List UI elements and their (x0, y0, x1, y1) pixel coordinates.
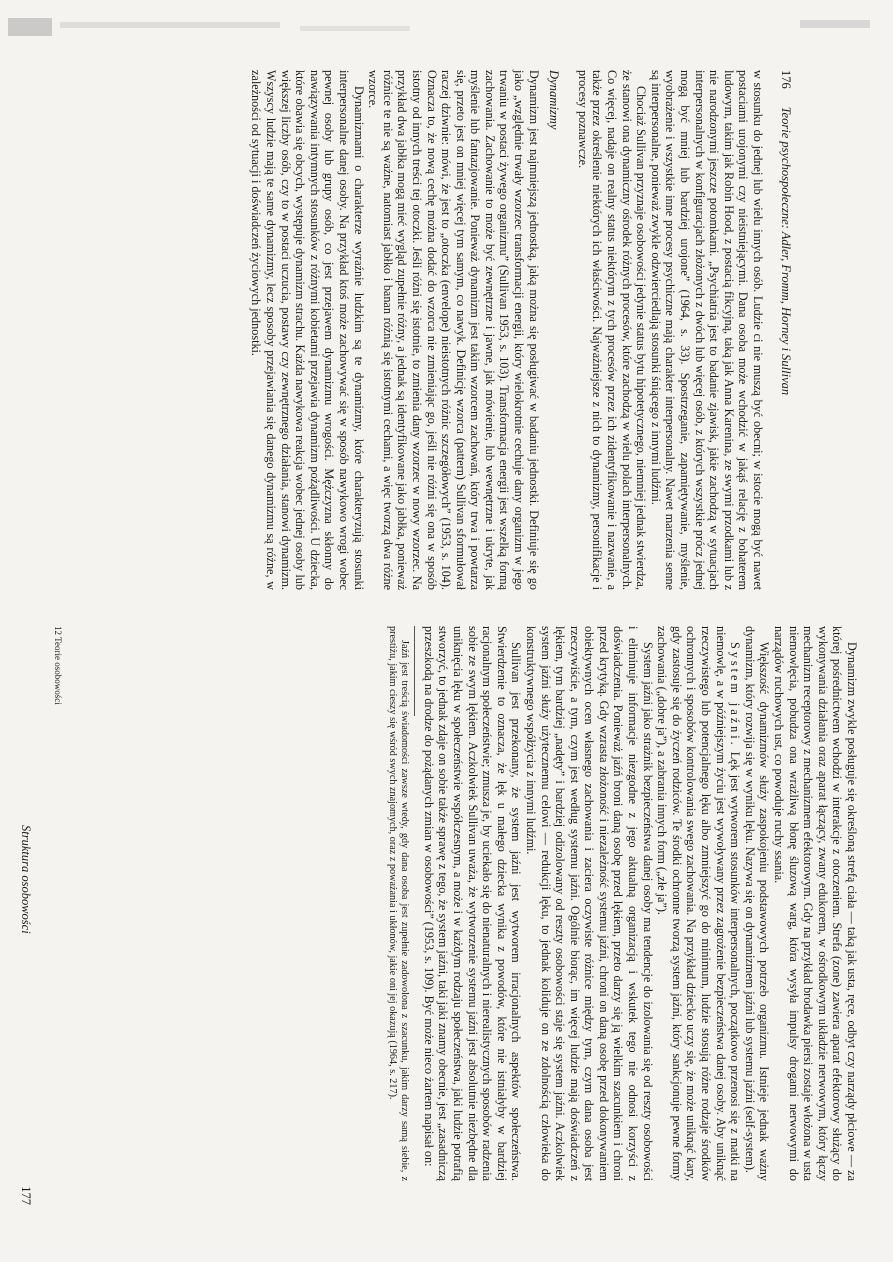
running-head-right (18, 825, 33, 1205)
paragraph: Dynamizmami o charakterze wyraźnie ludzkim są te dynamizmy, które charakteryzują stosunki interpersonalne danej osoby. Na przykład ktoś może zachowywać się w sposób nawykowo wrogi wobec pewnej osoby lub grupy osób, co jest przejawem dynamizmu wrogości. Mężczyzna skłonny do nawiązywania intymnych stosunków z różnymi kobietami przejawia dynamizm pożądliwości. U dziecka, które obawia się obcych, występuje dynamizm strachu. Każda nawykowa reakcja wobec jednej osoby lub większej liczby osób, czy to w postaci uczucia, postawy czy zewnętrznego działania, stanowi dynamizm. Wszyscy ludzie mają te same dynamizmy, lecz sposoby przejawiania się danego dynamizmu są różne, w zależności od sytuacji i doświadczeń życiowych jednostki. (249, 70, 366, 590)
body-text (385, 626, 859, 1181)
footnote-text: Jaźń jest treścią świadomości zawsze wtedy, gdy dana osoba jest zupełnie zadowolona z szacunku, jakim darzy samą siebie, z prestiżu, jakim cieszy się wśród swych znajomych, oraz z poważania i ukłonów, jakie oni jej okazują (1964, s. 217). (386, 626, 411, 1181)
paragraph: Chociaż Sullivan przyznaje osobowości jedynie status bytu hipotetycznego, niemniej jednak stwierdza, że stanowi ona dynamiczny ośrodek różnych procesów, które zachodzą w wielu polach interpersonalnych. Co więcej, nadaje on realny status niektórym z tych procesów przez ich zidentyfikowanie i nazwanie, a także przez określenie niektórych ich właściwości. Najważniejsze z nich to dynamizmy, personifikacje i procesy poznawcze. (575, 70, 649, 590)
running-title: Struktura osobowości (19, 825, 33, 934)
footnote-rule (414, 626, 415, 716)
subsection-label: System jaźni. (728, 642, 743, 748)
page-176 (0, 0, 893, 600)
paragraph: w stosunku do jednej lub wielu innych osób. Ludzie ci nie muszą być obecni; w istocie mogą być nawet postaciami urojonymi czy nieistniejącymi. Dana osoba może wchodzić w jakąś relację z bohaterem ludowym, takim jak Robin Hood, z postacią fikcyjną, taką jak Anna Karenina, ze swymi przodkami lub z nie narodzonymi jeszcze potomkami. „Psychiatria jest to badanie zjawisk, jakie zachodzą w sytuacjach interpersonalnych w konfiguracjach złożonych z dwóch lub więcej osób, z których wszystkie prócz jednej mogą być mniej lub bardziej urojone” (1964, s. 33). Spostrzeganie, zapamiętywanie, myślenie, wyobrażenie i wszystkie inne procesy psychiczne mają charakter interpersonalny. Nawet marzenia senne są interpersonalne, ponieważ zwykle odzwierciedlają stosunki śniącego z innymi ludźmi. (648, 70, 765, 590)
page-number: 177 (19, 1186, 33, 1205)
paragraph: Dynamizm zwykle posługuje się określoną strefą ciała — taką jak usta, ręce, odbyt czy narządy płciowe — za której pośrednictwem wchodzi w interakcje z otoczeniem. Strefa (zone) zawiera aparat efektorowy służący do wykonywania działania oraz aparat łączący, zwany edukorem, w ośrodkowym układzie nerwowym, który łączy mechanizm receptorowy z mechanizmem efektorowym. Gdy na przykład brodawka piersi zostaje włożona w usta niemowlęcia, pobudza ona wrażliwą błonę śluzową warg, która wysyła impulsy drogami nerwowymi do narządów ruchowych ust, co powoduje ruchy ssania. (772, 626, 859, 1182)
paragraph (655, 626, 743, 1181)
page-number: 176 (779, 70, 793, 89)
running-title: Teorie psychospołeczne: Adler, Fromm, Horney i Sullivan (779, 106, 793, 396)
body-text (249, 70, 765, 590)
paragraph: Sullivan jest przekonany, że system jaźni jest wytworem irracjonalnych aspektów społeczeństwa. Stwierdzenie to oznacza, że lęk u małego dziecka wynika z powodów, które nie istniałyby w bardziej racjonalnym społeczeństwie; zmusza je, by uciekało się do nienaturalnych i nierealistycznych sposobów radzenia sobie ze swym lękiem. Aczkolwiek Sullivan uważa, że wytworzenie systemu jaźni jest absolutnie niezbędne dla uniknięcia lęku w społeczeństwie współczesnym, a może i w każdym rodzaju społeczeństwa, jaki ludzie potrafią stworzyć, to jednak zdaje on sobie także sprawę z tego, że system jaźni, taki jaki znamy obecnie, jest „zasadniczą przeszkodą na drodze do pożądanych zmian w osobowości” (1953, s. 109). Być może nieco żartem napisał on: (421, 626, 524, 1181)
footnote (385, 626, 410, 1181)
paragraph: Większość dynamizmów służy zaspokojeniu podstawowych potrzeb organizmu. Istnieje jednak ważny dynamizm, który rozwija się w wyniku lęku. Nazywa się on dynamizmem jaźni lub systemu jaźni (self-system). (742, 626, 772, 1181)
paragraph: Dynamizm jest najmniejszą jednostką, jaką można się posługiwać w badaniu jednostki. Definiuje się go jako „względnie trwały wzorzec transformacji energii, który wielokrotnie cechuje dany organizm w jego trwaniu w postaci żywego organizmu” (Sullivan 1953, s. 103). Transformacja energii jest wszelką formą zachowania. Zachowanie to może być zewnętrzne i jawne, jak mówienie, lub wewnętrzne i ukryte, jak myślenie lub fantazjowanie. Ponieważ dynamizm jest takim wzorcem zachowań, który trwa i powtarza się, przeto jest on mniej więcej tym samym, co nawyk. Definicję wzorca (pattern) Sullivan sformułował raczej dziwnie: mówi, że jest to „otoczka (envelope) nieistotnych różnic szczegółowych” (1953, s. 104). Oznacza to, że nową cechę można dodać do wzorca nie zmieniając go, jeśli nie różni się ona w sposób istotny od innych treści tej otoczki. Jeśli różni się istotnie, to zmienia dany wzorzec w nowy wzorzec. Na przykład dwa jabłka mogą mieć wygląd zupełnie różny, a jednak są identyfikowane jako jabłka, ponieważ różnice te nie są ważne, natomiast jabłko i banan różnią się istotnymi cechami, a więc tworzą dwa różne wzorce. (366, 70, 541, 590)
running-head-left (778, 70, 793, 395)
section-heading: Dynamizmy (547, 70, 562, 130)
paragraph-text: Lęk jest wytworem stosunków interpersonalnych, początkowo przenosi się z matki na niemowlę, a w późniejszym życiu jest wywoływany przez zagrożenie bezpieczeństwa danej osoby. Aby uniknąć rzeczywistego lub potencjalnego lęku albo zmniejszyć go do minimum, ludzie stosują różne rodzaje środków ochronnych i sposobów kontrolowania swego zachowania. Na przykład dziecko uczy się, że może uniknąć kary, gdy zastosuje się do życzeń rodziców. Te środki ochronne tworzą system jaźni, który sankcjonuje pewne formy zachowania („dobre ja”), a zabrania innych form („złe ja”). (655, 626, 743, 1181)
signature-folio: 12 Teorie osobowości (53, 626, 63, 705)
paragraph: System jaźni jako strażnik bezpieczeństwa danej osoby ma tendencje do izolowania się od reszty osobowości i eliminuje informacje niezgodne z jego aktualną organizacją i wskutek tego nie odnosi korzyści z doświadczenia. Ponieważ jaźń broni daną osobę przed lękiem, przeto darzy się ją wielkim szacunkiem i chroni przed krytyką. Gdy wzrasta złożoność i niezależność systemu jaźni, chroni on daną osobę przed dokonywaniem obiektywnych ocen własnego zachowania i zaciera oczywiste różnice między tym, czym dana osoba jest rzeczywiście, a tym, czym jest według systemu jaźni. Ogólnie biorąc, im więcej ludzie mają doświadczeń z lękiem, tym bardziej „nadęty” i bardziej odizolowany od reszty osobowości staje się system jaźni. Aczkolwiek system jaźni służy użytecznemu celowi — redukcji lęku, to jednak koliduje on ze zdolnością człowieka do konstruktywnego współżycia z innymi ludźmi. (523, 626, 655, 1181)
page-177 (0, 620, 893, 1262)
